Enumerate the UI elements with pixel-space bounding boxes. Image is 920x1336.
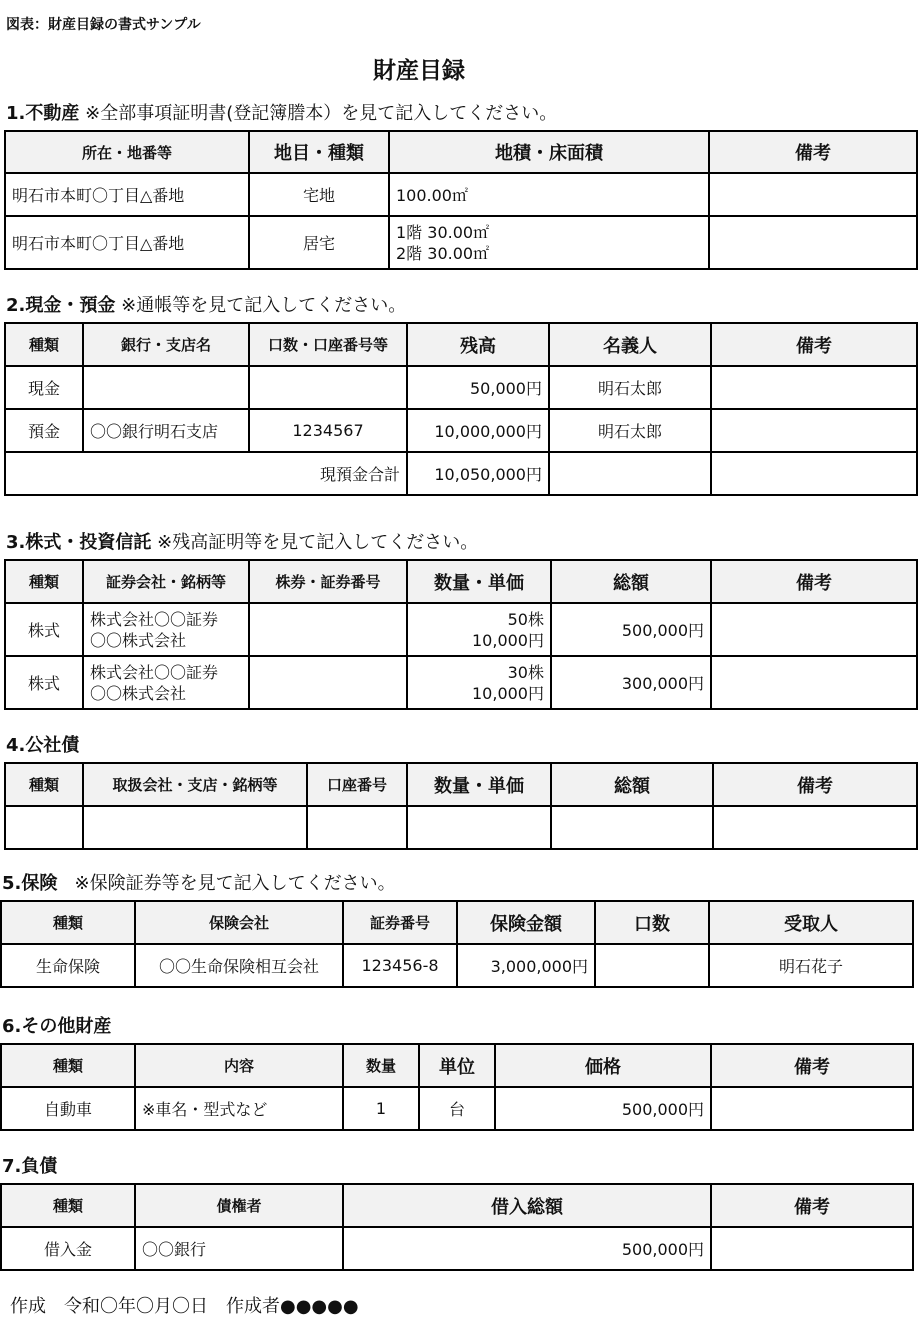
company-line-2: 〇〇株式会社 <box>90 683 187 703</box>
cell-total: 300,000円 <box>551 656 711 709</box>
col-remarks: 備考 <box>711 323 917 366</box>
cell-holder: 明石太郎 <box>549 366 711 409</box>
table-header-row <box>5 763 917 806</box>
col-account: 口数・口座番号等 <box>249 323 407 366</box>
section-3-note: ※残高証明等を見て記入してください。 <box>157 532 479 553</box>
area-line-1: 1階 30.00㎡ <box>396 222 490 242</box>
col-type: 種類 <box>5 323 83 366</box>
company-line-1: 株式会社〇〇証券 <box>90 662 219 682</box>
cell-type: 株式 <box>5 656 83 709</box>
col-type: 種類 <box>5 560 83 603</box>
col-company: 保険会社 <box>135 901 343 944</box>
cell-balance: 10,000,000円 <box>407 409 549 452</box>
cell-certificate <box>249 656 407 709</box>
cell-company <box>83 603 249 656</box>
col-amount: 借入総額 <box>343 1184 711 1227</box>
total-row <box>5 452 917 495</box>
section-2-heading <box>6 291 406 317</box>
cell-unit: 台 <box>419 1087 495 1130</box>
col-land-type: 地目・種類 <box>249 131 389 173</box>
cell-recipient: 明石花子 <box>709 944 913 987</box>
section-7-title: 7.負債 <box>2 1156 58 1177</box>
cell-kind: 居宅 <box>249 216 389 269</box>
cell-amount: 500,000円 <box>343 1227 711 1270</box>
cell-company <box>83 656 249 709</box>
section-5-heading <box>2 869 396 895</box>
quantity-line: 30株 <box>507 662 544 682</box>
col-remarks: 備考 <box>711 1044 913 1087</box>
section-4-title: 4.公社債 <box>6 735 80 756</box>
col-remarks: 備考 <box>711 560 917 603</box>
cell-area <box>389 216 709 269</box>
table-header-row <box>1 901 913 944</box>
cell-quantity <box>407 603 551 656</box>
col-recipient: 受取人 <box>709 901 913 944</box>
col-amount: 保険金額 <box>457 901 595 944</box>
liabilities-table <box>0 1183 914 1271</box>
unit-price-line: 10,000円 <box>472 683 544 703</box>
col-company: 証券会社・銘柄等 <box>83 560 249 603</box>
table-row <box>1 1227 913 1270</box>
cell-policy-number: 123456-8 <box>343 944 457 987</box>
company-line-1: 株式会社〇〇証券 <box>90 609 219 629</box>
cell-remarks <box>711 1227 913 1270</box>
cell-type: 借入金 <box>1 1227 135 1270</box>
cell-bank: 〇〇銀行明石支店 <box>83 409 249 452</box>
section-1-note: ※全部事項証明書(登記簿謄本）を見て記入してください。 <box>85 103 558 124</box>
col-remarks: 備考 <box>713 763 917 806</box>
col-bank: 銀行・支店名 <box>83 323 249 366</box>
cell-amount: 3,000,000円 <box>457 944 595 987</box>
col-quantity: 数量・単価 <box>407 763 551 806</box>
col-total: 総額 <box>551 763 713 806</box>
cell-remarks <box>711 409 917 452</box>
cell-units <box>595 944 709 987</box>
cell-total: 500,000円 <box>551 603 711 656</box>
col-quantity: 数量 <box>343 1044 419 1087</box>
col-certificate: 株券・証券番号 <box>249 560 407 603</box>
cell-empty <box>549 452 711 495</box>
col-type: 種類 <box>5 763 83 806</box>
cell-quantity: 1 <box>343 1087 419 1130</box>
cell-remarks <box>711 656 917 709</box>
stocks-table <box>4 559 918 710</box>
cell-remarks <box>709 216 917 269</box>
cell-type: 生命保険 <box>1 944 135 987</box>
table-row <box>5 806 917 849</box>
cell-area: 100.00㎡ <box>389 173 709 216</box>
table-header-row <box>1 1044 913 1087</box>
col-company: 取扱会社・支店・銘柄等 <box>83 763 307 806</box>
col-remarks: 備考 <box>709 131 917 173</box>
bonds-table <box>4 762 918 850</box>
cell-type: 現金 <box>5 366 83 409</box>
section-6-heading <box>2 1012 111 1038</box>
cell-remarks <box>709 173 917 216</box>
col-content: 内容 <box>135 1044 343 1087</box>
footer-signature: 作成 令和〇年〇月〇日 作成者●●●●● <box>10 1296 359 1317</box>
cell-creditor: 〇〇銀行 <box>135 1227 343 1270</box>
col-location: 所在・地番等 <box>5 131 249 173</box>
cell-holder: 明石太郎 <box>549 409 711 452</box>
table-row <box>1 1087 913 1130</box>
section-6-title: 6.その他財産 <box>2 1016 112 1037</box>
col-total: 総額 <box>551 560 711 603</box>
cell-type: 株式 <box>5 603 83 656</box>
section-5-title: 5.保険 <box>2 873 58 894</box>
cell-price: 500,000円 <box>495 1087 711 1130</box>
col-account: 口座番号 <box>307 763 407 806</box>
table-row <box>1 944 913 987</box>
section-2-note: ※通帳等を見て記入してください。 <box>121 295 407 316</box>
col-type: 種類 <box>1 1044 135 1087</box>
cell-balance: 50,000円 <box>407 366 549 409</box>
col-type: 種類 <box>1 1184 135 1227</box>
cell-kind: 宅地 <box>249 173 389 216</box>
cell-empty <box>711 452 917 495</box>
figure-caption: 図表：財産目録の書式サンプル <box>6 17 201 33</box>
area-line-2: 2階 30.00㎡ <box>396 243 490 263</box>
cell-empty <box>407 806 551 849</box>
total-label: 現預金合計 <box>5 452 407 495</box>
table-row <box>5 656 917 709</box>
quantity-line: 50株 <box>507 609 544 629</box>
cell-remarks <box>711 1087 913 1130</box>
section-5-note: ※保険証券等を見て記入してください。 <box>74 873 396 894</box>
section-7-heading <box>2 1152 57 1178</box>
cell-remarks <box>711 603 917 656</box>
cash-deposit-table <box>4 322 918 496</box>
section-2-title: 2.現金・預金 <box>6 295 116 316</box>
cell-remarks <box>711 366 917 409</box>
cell-type: 預金 <box>5 409 83 452</box>
col-type: 種類 <box>1 901 135 944</box>
col-remarks: 備考 <box>711 1184 913 1227</box>
table-row <box>5 216 917 269</box>
document-title: 財産目録 <box>373 58 465 84</box>
total-value: 10,050,000円 <box>407 452 549 495</box>
table-header-row <box>5 131 917 173</box>
cell-certificate <box>249 603 407 656</box>
col-balance: 残高 <box>407 323 549 366</box>
table-row <box>5 603 917 656</box>
section-4-heading <box>6 731 79 757</box>
col-area: 地積・床面積 <box>389 131 709 173</box>
table-row <box>5 409 917 452</box>
cell-bank <box>83 366 249 409</box>
cell-empty <box>5 806 83 849</box>
cell-empty <box>83 806 307 849</box>
cell-empty <box>551 806 713 849</box>
section-1-title: 1.不動産 <box>6 103 80 124</box>
table-row <box>5 366 917 409</box>
cell-quantity <box>407 656 551 709</box>
section-3-heading <box>6 528 478 554</box>
other-assets-table <box>0 1043 914 1131</box>
col-units: 口数 <box>595 901 709 944</box>
cell-location: 明石市本町〇丁目△番地 <box>5 173 249 216</box>
cell-account <box>249 366 407 409</box>
company-line-2: 〇〇株式会社 <box>90 630 187 650</box>
col-price: 価格 <box>495 1044 711 1087</box>
cell-type: 自動車 <box>1 1087 135 1130</box>
cell-content: ※車名・型式など <box>135 1087 343 1130</box>
table-header-row <box>1 1184 913 1227</box>
section-3-title: 3.株式・投資信託 <box>6 532 152 553</box>
col-holder: 名義人 <box>549 323 711 366</box>
cell-location: 明石市本町〇丁目△番地 <box>5 216 249 269</box>
cell-empty <box>713 806 917 849</box>
col-policy-number: 証券番号 <box>343 901 457 944</box>
col-unit: 単位 <box>419 1044 495 1087</box>
col-creditor: 債権者 <box>135 1184 343 1227</box>
section-1-heading <box>6 99 557 125</box>
real-estate-table <box>4 130 918 270</box>
col-quantity: 数量・単価 <box>407 560 551 603</box>
cell-empty <box>307 806 407 849</box>
cell-account: 1234567 <box>249 409 407 452</box>
table-header-row <box>5 560 917 603</box>
cell-company: 〇〇生命保険相互会社 <box>135 944 343 987</box>
table-header-row <box>5 323 917 366</box>
insurance-table <box>0 900 914 988</box>
unit-price-line: 10,000円 <box>472 630 544 650</box>
table-row <box>5 173 917 216</box>
